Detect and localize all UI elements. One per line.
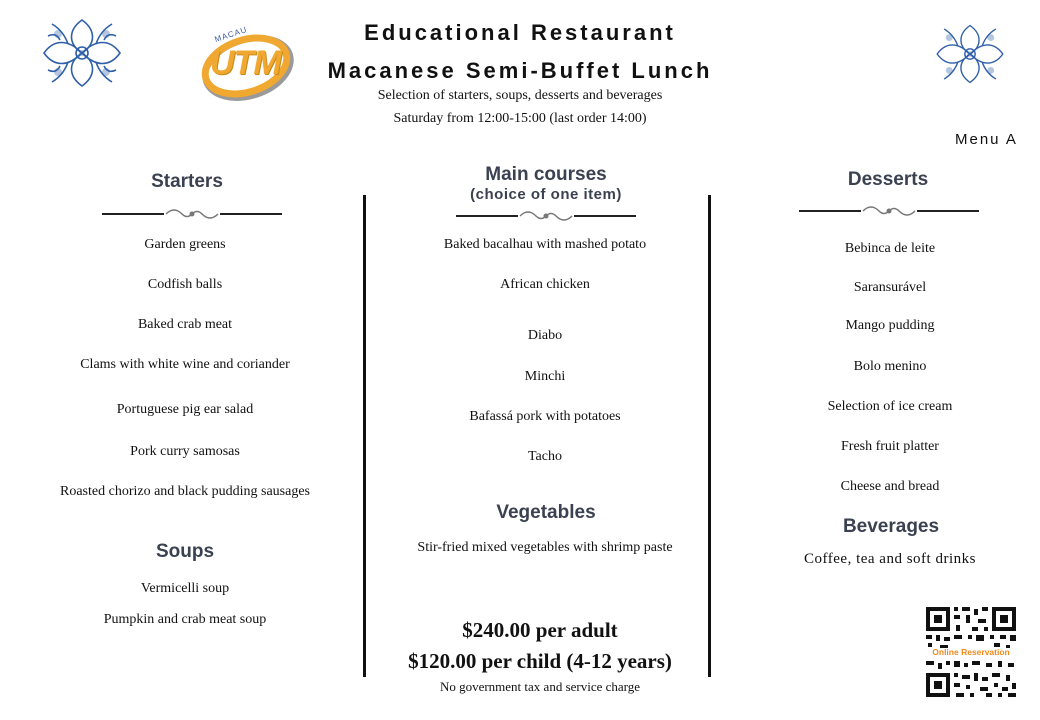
- main-course-item: Diabo: [527, 328, 563, 343]
- dessert-item: Saransurável: [853, 280, 927, 295]
- price-child: $120.00 per child (4-12 years): [408, 649, 672, 673]
- schedule-line: Saturday from 12:00-15:00 (last order 14:00): [393, 111, 647, 126]
- starter-item: Pork curry samosas: [130, 444, 240, 459]
- main-course-item: Baked bacalhau with mashed potato: [443, 237, 647, 252]
- tax-note: No government tax and service charge: [439, 679, 641, 694]
- dessert-item: Fresh fruit platter: [841, 439, 939, 454]
- dessert-item: Cheese and bread: [840, 479, 940, 494]
- soups-heading: Soups: [155, 541, 215, 562]
- divider-desserts-icon: [799, 202, 979, 220]
- dessert-item: Mango pudding: [845, 318, 935, 333]
- vegetable-item: Stir-fried mixed vegetables with shrimp paste: [417, 540, 673, 555]
- qr-code[interactable]: [924, 605, 1018, 699]
- starter-item: Clams with white wine and coriander: [80, 357, 290, 372]
- main-courses-subheading: (choice of one item): [470, 186, 622, 203]
- dessert-item: Selection of ice cream: [827, 399, 953, 414]
- lunch-title: Macanese Semi-Buffet Lunch: [327, 58, 713, 83]
- divider-main-icon: [456, 207, 636, 225]
- beverages-heading: Beverages: [842, 516, 940, 537]
- beverage-item: Coffee, tea and soft drinks: [804, 551, 976, 567]
- restaurant-title: Educational Restaurant: [364, 20, 676, 45]
- soup-item: Pumpkin and crab meat soup: [103, 612, 267, 627]
- column-divider-right: [708, 195, 711, 677]
- desserts-heading: Desserts: [847, 169, 929, 190]
- main-courses-heading: Main courses: [485, 164, 607, 185]
- dessert-item: Bebinca de leite: [844, 241, 936, 256]
- menu-label: Menu A: [955, 131, 1018, 148]
- starters-heading: Starters: [151, 171, 223, 192]
- vegetables-heading: Vegetables: [496, 502, 596, 523]
- starter-item: Roasted chorizo and black pudding sausages: [60, 484, 310, 499]
- utm-logo-arc-text: MACAU: [213, 24, 249, 45]
- main-course-item: Bafassá pork with potatoes: [469, 409, 621, 424]
- starter-item: Codfish balls: [147, 277, 223, 292]
- selection-line: Selection of starters, soups, desserts and beverages: [377, 88, 663, 103]
- price-adult: $240.00 per adult: [462, 618, 618, 642]
- starter-item: Baked crab meat: [137, 317, 233, 332]
- starter-item: Garden greens: [144, 237, 226, 252]
- dessert-item: Bolo menino: [853, 359, 927, 374]
- column-divider-left: [363, 195, 366, 677]
- main-course-item: Minchi: [524, 369, 566, 384]
- utm-logo-text: UTM: [210, 44, 281, 82]
- divider-starters-icon: [102, 205, 282, 223]
- qr-label: Online Reservation: [932, 647, 1010, 657]
- main-course-item: Tacho: [527, 449, 562, 464]
- soup-item: Vermicelli soup: [140, 581, 230, 596]
- starter-item: Portuguese pig ear salad: [116, 402, 254, 417]
- main-course-item: African chicken: [500, 277, 590, 292]
